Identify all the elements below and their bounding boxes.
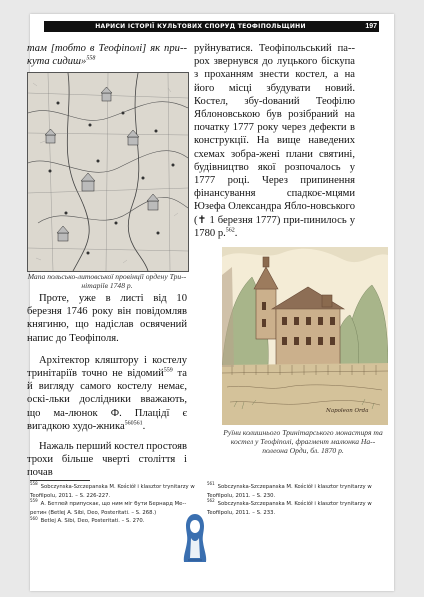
madonna-logo-icon [181, 512, 209, 564]
page-number: 197 [365, 23, 377, 30]
drawing-signature: Napoleon Orda [326, 408, 369, 414]
orda-drawing-image [222, 247, 388, 425]
map-drawing [28, 73, 188, 271]
left-column-top [27, 42, 187, 68]
footnote-ref-562[interactable]: 562 [225, 227, 235, 234]
footnote-561: $^{561}$Sobczynska-Szczepanska M. Kościół i klasztor trynitarzy w Teofilpolu, 2011. – S. 230. [207, 481, 372, 499]
footnotes-left [30, 483, 196, 526]
opening-quote: там [тобто в Теофіполі] як при-кута сидиш»$^{558}$ [27, 43, 187, 68]
footnotes-right [207, 483, 389, 517]
historical-map-image [27, 72, 189, 272]
footnote-558: $^{558}$Sobczynska-Szczepanska M. Kościół i klasztor trynitarzy w Teofilpolu, 2011. – S. 226-227. [30, 481, 195, 499]
footnote-559: $^{559}$А. Бетлей припускає, що ним міг бути Бернард Ме-ретин (Betlej A. Sibi, Deo, Posteritati. – S. 268.) [30, 498, 187, 516]
footnote-ref-558[interactable]: 558 [86, 55, 96, 62]
footnote-ref-559[interactable]: 559 [163, 367, 173, 374]
header-title: НАРИСИ ІСТОРІЇ КУЛЬТОВИХ СПОРУД ТЕОФІПОЛЬЩИНИ [95, 23, 306, 30]
footnote-562: $^{562}$Sobczynska-Szczepanska M. Kościół i klasztor trynitarzy w Teofilpolu, 2011. – S. 233. [207, 498, 372, 516]
left-column-body [27, 292, 187, 480]
footnote-ref-560-561[interactable]: 560561 [124, 420, 143, 427]
paragraph-letter: Проте, уже в листі від 10 березня 1746 року він повідомляв княгиню, що надіслав освячений напис до Теофіполя. [27, 293, 187, 344]
paragraph-architect: Архітектор кляштору і костелу тринітаріїв точно не відомий$^{559}$ та й вигляду самого костелу немає, оскі-льки дослідники вважають, що ма-люнок Ф. Плацідї є вигадкою худо-жника$^{560561}$. [27, 354, 187, 432]
right-column-text [194, 42, 355, 240]
drawing-caption: Руїни колишнього Тринітарського монастиря та костел у Теофіполі, фрагмент малюнка На-полеона Орди, бл. 1870 р. [223, 428, 383, 455]
map-caption: Мапа польсько-литовської провінції ордену Три-нітаріїв 1748 р. [27, 272, 187, 290]
footnote-560: $^{560}$Betlej A. Sibi, Deo, Posteritati. – S. 270. [30, 515, 145, 525]
footnote-separator [30, 480, 90, 481]
paragraph-first-church: Нажаль перший костел простояв трохи більше чверті століття і почав [27, 441, 187, 479]
ruins-drawing [222, 247, 388, 425]
paragraph-rebuilding: руйнуватися. Теофіпольський па-рох звернувся до луцького біскупа з проханням знести костел, а на його місці збудувати новий. Костел, збу-dований Теофілю Яблоновською був розібраний на початку 1777 року через дефекти в конструкції. На вище наведених схемах зобра-жені плани святині, будівництво якої розпочалось у 1777 році. Через припинення фінансування спадкоє-мцями Юзефа Олександра Ябло-новського (✝ 1 березня 1777) при-пинилось у 1780 р.$^{562}$. [194, 43, 355, 239]
running-header [44, 21, 379, 32]
